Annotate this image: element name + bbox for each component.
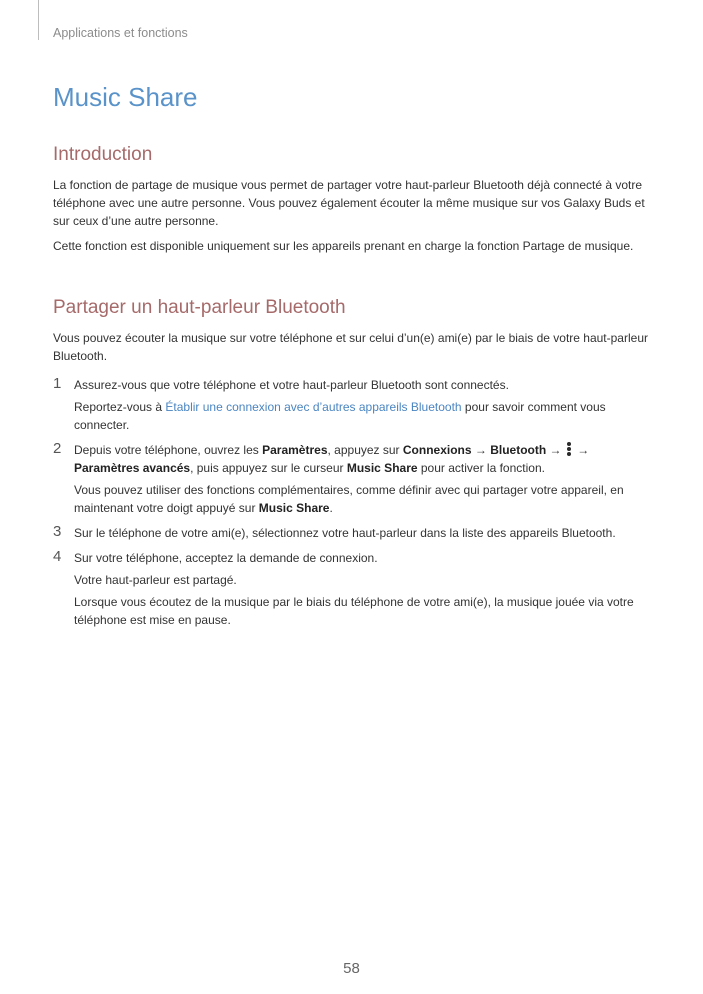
step-note bbox=[74, 398, 653, 434]
step-2 bbox=[53, 441, 653, 517]
note-text: Reportez-vous à bbox=[74, 400, 166, 414]
share-heading: Partager un haut-parleur Bluetooth bbox=[53, 297, 346, 318]
step-number: 3 bbox=[53, 523, 62, 540]
step-text-part: , appuyez sur bbox=[327, 443, 403, 457]
step-text: Assurez-vous que votre téléphone et votre haut-parleur Bluetooth sont connectés. bbox=[74, 378, 509, 392]
note-text: Vous pouvez utiliser des fonctions complémentaires, comme définir avec qui partager votre appareil, en maintenant votre doigt appuyé sur bbox=[74, 483, 624, 515]
page-number: 58 bbox=[343, 960, 360, 977]
note-text: . bbox=[329, 501, 333, 515]
connections-label: Connexions bbox=[402, 443, 472, 457]
step-4 bbox=[53, 549, 653, 629]
page-title: Music Share bbox=[53, 82, 198, 112]
step-text bbox=[74, 441, 653, 477]
intro-heading: Introduction bbox=[53, 144, 153, 165]
step-number: 4 bbox=[53, 548, 62, 565]
note-text: pour savoir comment vous connecter. bbox=[74, 400, 606, 432]
advanced-settings-label: Paramètres avancés bbox=[74, 461, 191, 475]
step-text: Sur votre téléphone, acceptez la demande de connexion. bbox=[74, 551, 378, 565]
bluetooth-connection-link[interactable]: Établir une connexion avec d’autres appareils Bluetooth bbox=[165, 400, 462, 414]
intro-paragraph-1: La fonction de partage de musique vous permet de partager votre haut-parleur Bluetooth déjà connecté à votre téléphone avec une autre personne. Vous pouvez également écouter la même musique sur vos Galaxy Buds et sur ceux d’une autre personne. bbox=[53, 178, 645, 228]
settings-label: Paramètres bbox=[262, 443, 328, 457]
step-text: Sur le téléphone de votre ami(e), sélectionnez votre haut-parleur dans la liste des appareils Bluetooth. bbox=[74, 526, 616, 540]
share-section bbox=[53, 297, 653, 372]
header-rule bbox=[38, 0, 39, 40]
steps-list bbox=[53, 376, 653, 636]
step-1 bbox=[53, 376, 653, 434]
music-share-label: Music Share bbox=[258, 501, 330, 515]
bluetooth-label: Bluetooth bbox=[490, 443, 547, 457]
step-text-part: Depuis votre téléphone, ouvrez les bbox=[74, 443, 263, 457]
arrow-separator: → bbox=[471, 443, 491, 457]
music-share-label: Music Share bbox=[346, 461, 418, 475]
step-number: 1 bbox=[53, 375, 62, 392]
kebab-menu-icon bbox=[567, 442, 572, 456]
step-text-part: pour activer la fonction. bbox=[417, 461, 545, 475]
running-head: Applications et fonctions bbox=[53, 26, 188, 40]
step-note bbox=[74, 481, 653, 517]
intro-section bbox=[53, 144, 653, 262]
step-number: 2 bbox=[53, 440, 62, 457]
share-paragraph: Vous pouvez écouter la musique sur votre téléphone et sur celui d’un(e) ami(e) par le biais de votre haut-parleur Bluetooth. bbox=[53, 331, 648, 363]
step-text-part: , puis appuyez sur le curseur bbox=[190, 461, 347, 475]
arrow-separator: → bbox=[546, 443, 565, 457]
step-note: Votre haut-parleur est partagé. bbox=[74, 573, 237, 587]
arrow-separator: → bbox=[573, 443, 590, 457]
step-3 bbox=[53, 524, 653, 542]
intro-paragraph-2: Cette fonction est disponible uniquement sur les appareils prenant en charge la fonction Partage de musique. bbox=[53, 239, 634, 253]
step-note: Lorsque vous écoutez de la musique par le biais du téléphone de votre ami(e), la musique jouée via votre téléphone est mise en pause. bbox=[74, 595, 634, 627]
